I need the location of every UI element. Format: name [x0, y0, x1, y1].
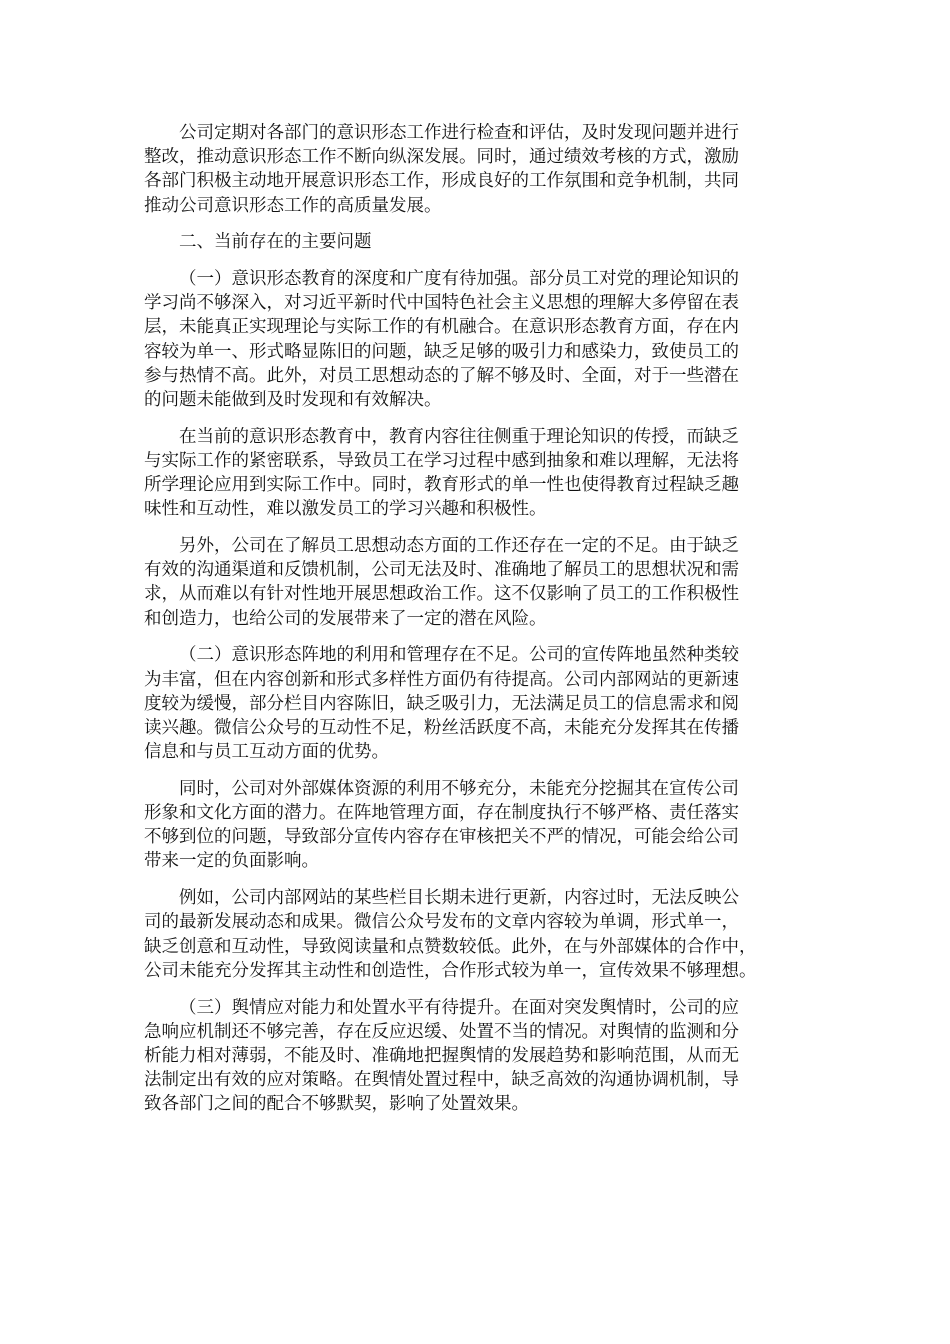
paragraph-problem-2-platforms: （二）意识形态阵地的利用和管理存在不足。公司的宣传阵地虽然种类较 为丰富，但在内容创新和形式多样性方面仍有待提高。公司内部网站的更新速 度较为缓慢，部分栏目内容陈旧，缺乏吸引力，无法满足员工的信息需求和阅 读兴趣。微信公众号的互动性不足，粉丝活跃度不高，未能充分发挥其在传播 信息和与员工互动方面的优势。: [144, 645, 739, 763]
paragraph-education-content: 在当前的意识形态教育中，教育内容往往侧重于理论知识的传授，而缺乏 与实际工作的紧密联系，导致员工在学习过程中感到抽象和难以理解，无法将 所学理论应用到实际工作中。同时，教育形式的单一性也使得教育过程缺乏趣 味性和互动性，难以激发员工的学习兴趣和积极性。: [144, 426, 739, 520]
paragraph-problem-1-education: （一）意识形态教育的深度和广度有待加强。部分员工对党的理论知识的 学习尚不够深入，对习近平新时代中国特色社会主义思想的理解大多停留在表 层，未能真正实现理论与实际工作的有机融合。在意识形态教育方面，存在内 容较为单一、形式略显陈旧的问题，缺乏足够的吸引力和感染力，致使员工的 参与热情不高。此外，对员工思想动态的了解不够及时、全面，对于一些潜在 的问题未能做到及时发现和有效解决。: [144, 269, 739, 411]
paragraph-external-media: 同时，公司对外部媒体资源的利用不够充分，未能充分挖掘其在宣传公司 形象和文化方面的潜力。在阵地管理方面，存在制度执行不够严格、责任落实 不够到位的问题，导致部分宣传内容存在审核把关不严的情况，可能会给公司 带来一定的负面影响。: [144, 778, 739, 872]
paragraph-inspection: 公司定期对各部门的意识形态工作进行检查和评估，及时发现问题并进行 整改，推动意识形态工作不断向纵深发展。同时，通过绩效考核的方式，激励 各部门积极主动地开展意识形态工作，形成良好的工作氛围和竞争机制，共同 推动公司意识形态工作的高质量发展。: [144, 123, 739, 216]
paragraph-problem-3-public-opinion: （三）舆情应对能力和处置水平有待提升。在面对突发舆情时，公司的应 急响应机制还不够完善，存在反应迟缓、处置不当的情况。对舆情的监测和分 析能力相对薄弱，不能及时、准确地把握舆情的发展趋势和影响范围，从而无 法制定出有效的应对策略。在舆情处置过程中，缺乏高效的沟通协调机制，导 致各部门之间的配合不够默契，影响了处置效果。: [144, 997, 739, 1115]
paragraph-employee-thoughts: 另外，公司在了解员工思想动态方面的工作还存在一定的不足。由于缺乏 有效的沟通渠道和反馈机制，公司无法及时、准确地了解员工的思想状况和需 求，从而难以有针对性地开展思想政治工作。这不仅影响了员工的工作积极性 和创造力，也给公司的发展带来了一定的潜在风险。: [144, 536, 739, 629]
document-body: [144, 121, 808, 1129]
section-heading-main-problems: 二、当前存在的主要问题: [179, 232, 372, 253]
paragraph-examples: 例如，公司内部网站的某些栏目长期未进行更新，内容过时，无法反映公 司的最新发展动态和成果。微信公众号发布的文章内容较为单调，形式单一， 缺乏创意和互动性，导致阅读量和点赞数较低。此外，在与外部媒体的合作中， 公司未能充分发挥其主动性和创造性，合作形式较为单一，宣传效果不够理想。: [144, 888, 757, 981]
